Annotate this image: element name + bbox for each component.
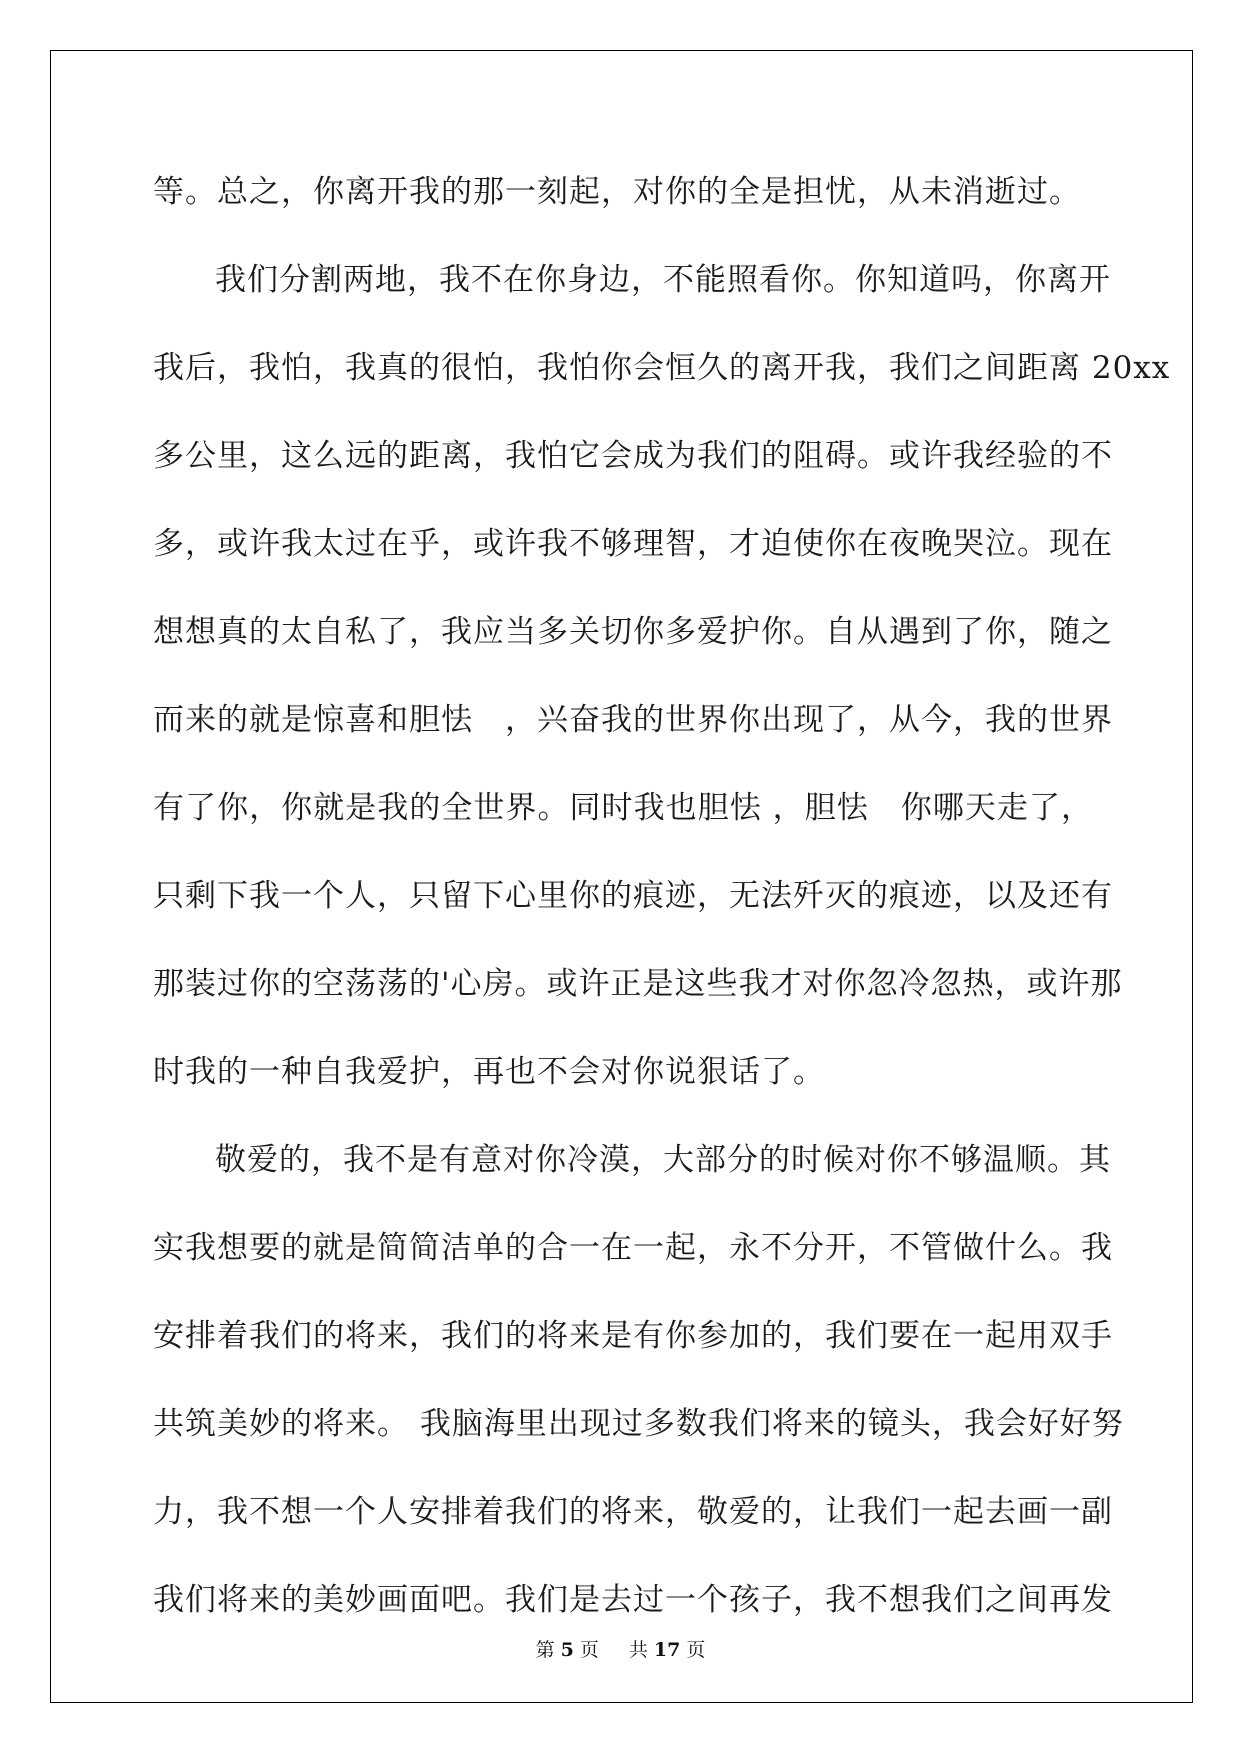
text-line: 有了你，你就是我的全世界。同时我也胆怯 ，胆怯 你哪天走了， — [153, 790, 1093, 826]
total-pages: 17 — [653, 1639, 681, 1661]
text-line: 我后，我怕，我真的很怕，我怕你会恒久的离开我，我们之间距离 20xx — [153, 350, 1171, 386]
text-line: 实我想要的就是简简洁单的合一在一起，永不分开，不管做什么。我 — [153, 1230, 1113, 1266]
page-indicator — [530, 1639, 605, 1661]
page-footer — [0, 1635, 1241, 1662]
page-suffix: 页 — [579, 1639, 599, 1661]
text-line: 想想真的太自私了，我应当多关切你多爱护你。自从遇到了你，随之 — [153, 614, 1113, 650]
text-line: 力，我不想一个人安排着我们的将来，敬爱的，让我们一起去画一副 — [153, 1494, 1113, 1530]
text-line: 敬爱的，我不是有意对你冷漠，大部分的时候对你不够温顺。其 — [215, 1142, 1111, 1178]
text-line: 那装过你的空荡荡的'心房。或许正是这些我才对你忽冷忽热，或许那 — [153, 966, 1123, 1002]
text-line: 时我的一种自我爱护，再也不会对你说狠话了。 — [153, 1054, 825, 1090]
total-indicator — [623, 1639, 711, 1661]
text-line: 我们分割两地，我不在你身边，不能照看你。你知道吗，你离开 — [215, 262, 1111, 298]
page-number: 5 — [560, 1639, 574, 1661]
text-line: 而来的就是惊喜和胆怯 ，兴奋我的世界你出现了，从今，我的世界 — [153, 702, 1113, 738]
page-prefix: 第 — [535, 1639, 555, 1661]
text-line: 共筑美妙的将来。 我脑海里出现过多数我们将来的镜头，我会好好努 — [153, 1406, 1124, 1442]
text-line: 等。总之，你离开我的那一刻起，对你的全是担忧，从未消逝过。 — [153, 174, 1081, 210]
total-prefix: 共 — [628, 1639, 648, 1661]
text-line: 安排着我们的将来，我们的将来是有你参加的，我们要在一起用双手 — [153, 1318, 1113, 1354]
text-line: 我们将来的美妙画面吧。我们是去过一个孩子，我不想我们之间再发 — [153, 1582, 1113, 1618]
total-suffix: 页 — [686, 1639, 706, 1661]
document-body — [153, 148, 1171, 1644]
text-line: 只剩下我一个人，只留下心里你的痕迹，无法歼灭的痕迹，以及还有 — [153, 878, 1113, 914]
text-line: 多，或许我太过在乎，或许我不够理智，才迫使你在夜晚哭泣。现在 — [153, 526, 1113, 562]
text-line: 多公里，这么远的距离，我怕它会成为我们的阻碍。或许我经验的不 — [153, 438, 1113, 474]
